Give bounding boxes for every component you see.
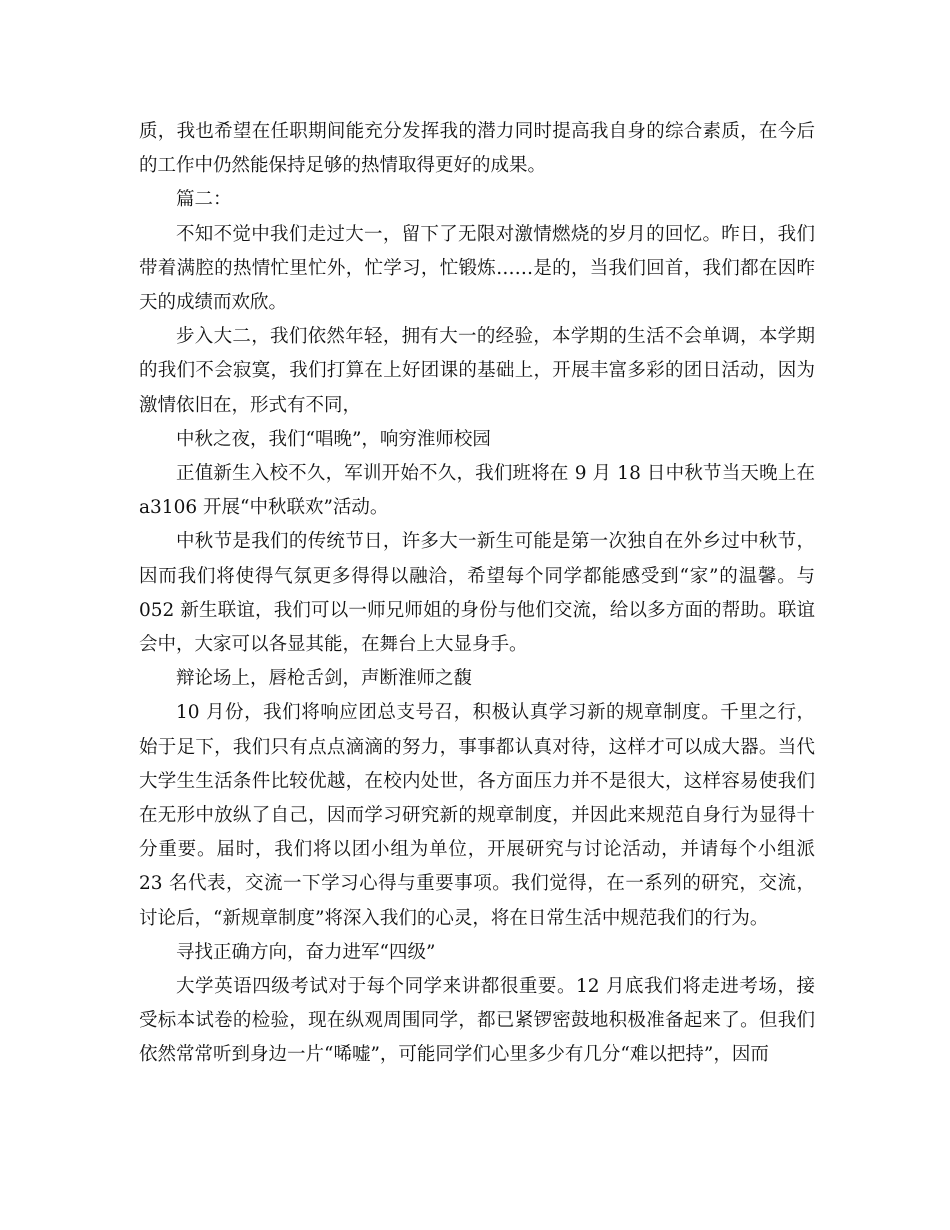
paragraph-regulations: 10 月份，我们将响应团总支号召，积极认真学习新的规章制度。千里之行，始于足下，我们只有点点滴滴的努力，事事都认真对待，这样才可以成大器。当代大学生生活条件比较优越，在校内处世，各方面压力并不是很大，这样容易使我们在无形中放纵了自己，因而学习研究新的规章制度，并因此来规范自身行为显得十分重要。届时，我们将以团小组为单位，开展研究与讨论活动，并请每个小组派 23 名代表，交流一下学习心得与重要事项。我们觉得，在一系列的研究，交流，讨论后，“新规章制度”将深入我们的心灵，将在日常生活中规范我们的行为。 (139, 702, 815, 929)
paragraph-sophomore-plan: 步入大二，我们依然年轻，拥有大一的经验，本学期的生活不会单调，本学期的我们不会寂寞，我们打算在上好团课的基础上，开展丰富多彩的团日活动，因为激情依旧在，形式有不同， (139, 326, 815, 416)
paragraph-continued: 质，我也希望在任职期间能充分发挥我的潜力同时提高我自身的综合素质，在今后的工作中仍然能保持足够的热情取得更好的成果。 (139, 121, 815, 177)
document-body (139, 115, 815, 1073)
paragraph-cet4: 大学英语四级考试对于每个同学来讲都很重要。12 月底我们将走进考场，接受标本试卷的检验，现在纵观周围同学，都已紧锣密鼓地积极准备起来了。但我们依然常常听到身边一片“唏嘘”，可能同学们心里多少有几分“难以把持”，因而 (139, 976, 815, 1066)
paragraph-intro: 不知不觉中我们走过大一，留下了无限对激情燃烧的岁月的回忆。昨日，我们带着满腔的热情忙里忙外，忙学习，忙锻炼……是的，当我们回首，我们都在因昨天的成绩而欢欣。 (139, 223, 815, 314)
paragraph-mid-autumn-event: 正值新生入校不久，军训开始不久，我们班将在 9 月 18 日中秋节当天晚上在 a3106 开展“中秋联欢”活动。 (139, 463, 815, 519)
section-heading-part-two: 篇二： (176, 189, 232, 211)
subheading-cet4: 寻找正确方向，奋力进军“四级” (176, 941, 436, 963)
subheading-debate: 辩论场上，唇枪舌剑，声断淮师之馥 (176, 668, 473, 690)
paragraph-mid-autumn-detail: 中秋节是我们的传统节日，许多大一新生可能是第一次独自在外乡过中秋节，因而我们将使得气氛更多得得以融洽，希望每个同学都能感受到“家”的温馨。与 052 新生联谊，我们可以一师兄师姐的身份与他们交流，给以多方面的帮助。联谊会中，大家可以各显其能，在舞台上大显身手。 (139, 531, 815, 656)
subheading-mid-autumn: 中秋之夜，我们“唱晚”，响穷淮师校园 (176, 428, 491, 450)
